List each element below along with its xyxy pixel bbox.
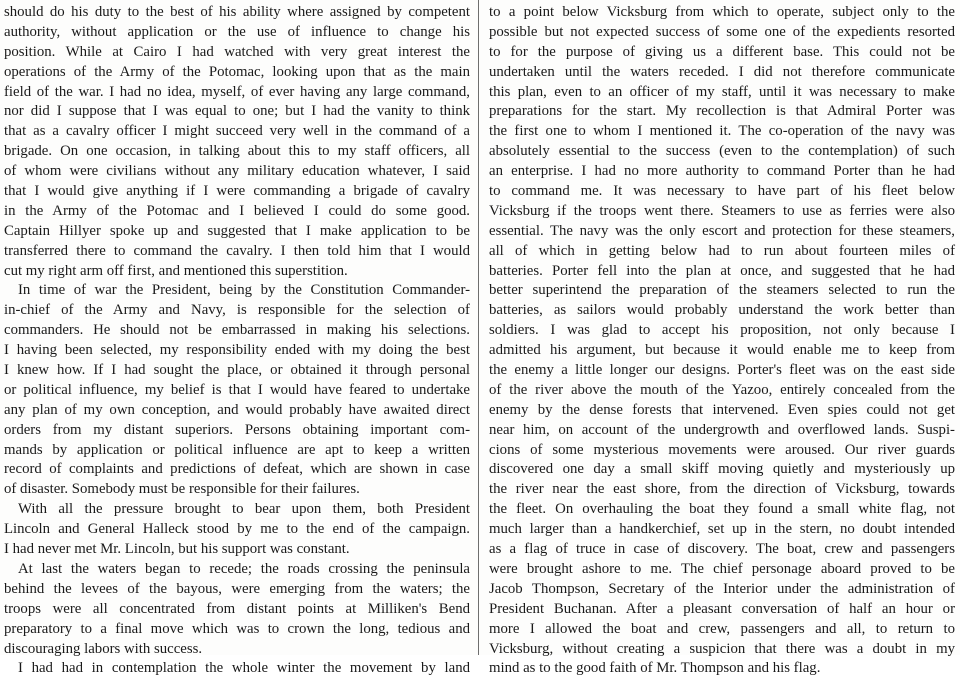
text-line: President Buchanan. After a pleasant conversation of half an hour or bbox=[489, 600, 955, 617]
text-line: orders from my distant superiors. Persons obtaining important com- bbox=[4, 421, 470, 438]
text-line: I knew how. If I had sought the place, or obtained it through personal bbox=[4, 362, 470, 379]
text-line: At last the waters began to recede; the roads crossing the peninsula bbox=[18, 560, 470, 577]
text-line: as a flag of truce in case of discovery. The boat, crew and passengers bbox=[489, 541, 955, 558]
text-line: much larger than a handkerchief, set up in the stern, no doubt intended bbox=[489, 521, 955, 538]
text-line: Vicksburg, without creating a suspicion that there was a doubt in my bbox=[489, 640, 955, 657]
text-line: Lincoln and General Halleck stood by me to the end of the campaign. bbox=[4, 521, 470, 538]
text-line: that I would give anything if I were commanding a brigade of cavalry bbox=[4, 183, 470, 200]
text-line: to for the purpose of giving us a different base. This could not be bbox=[489, 43, 955, 60]
text-line: With all the pressure brought to bear upon them, both President bbox=[18, 501, 470, 518]
text-line: operations of the Army of the Potomac, looking upon that as the main bbox=[4, 63, 470, 80]
text-line: of disaster. Somebody must be responsible for their failures. bbox=[4, 481, 360, 498]
text-line: cut my right arm off first, and mentioned this superstition. bbox=[4, 262, 348, 279]
text-line: admitted his argument, but because it would enable me to keep from bbox=[489, 342, 955, 359]
text-line: absolutely essential to the success (even to the contemplation) of such bbox=[489, 143, 955, 160]
text-line: of whom were civilians without any military education whatever, I said bbox=[4, 163, 470, 180]
text-line: better superintend the preparation of the steamers selected to run the bbox=[489, 282, 955, 299]
column-divider bbox=[478, 0, 479, 655]
text-line: preparations for the start. My recollection is that Admiral Porter was bbox=[489, 103, 955, 120]
text-line: I having been selected, my responsibility ended with my doing the best bbox=[4, 342, 470, 359]
text-line: I had had in contemplation the whole winter the movement by land bbox=[18, 660, 470, 677]
text-line: brigade. On one occasion, in talking about this to my staff officers, all bbox=[4, 143, 470, 160]
text-line: or political influence, my belief is that I would have feared to undertake bbox=[4, 381, 470, 398]
text-line: cions of some mysterious movements were aroused. Our river guards bbox=[489, 441, 955, 458]
text-line: of the river above the mouth of the Yazoo, entirely concealed from the bbox=[489, 381, 955, 398]
text-line: record of complaints and predictions of defeat, which are shown in case bbox=[4, 461, 470, 478]
text-line: authority, without application or the use of influence to change his bbox=[4, 23, 470, 40]
text-line: field of the war. I had no idea, myself, of ever having any large command, bbox=[4, 83, 470, 100]
text-line: the first one to whom I mentioned it. The co-operation of the navy was bbox=[489, 123, 955, 140]
text-line: the fleet. On overhauling the boat they found a small white flag, not bbox=[489, 501, 955, 518]
right-text-column bbox=[489, 3, 955, 679]
text-line: batteries. Porter fell into the plan at once, and suggested that he had bbox=[489, 262, 955, 279]
text-line: should do his duty to the best of his ability where assigned by competent bbox=[4, 4, 470, 20]
text-line: troops were all concentrated from distant points at Milliken's Bend bbox=[4, 600, 470, 617]
text-line: discovered one day a small skiff moving quietly and mysteriously up bbox=[489, 461, 955, 478]
text-line: any plan of my own conception, and would probably have awaited direct bbox=[4, 401, 470, 418]
text-line: I had never met Mr. Lincoln, but his support was constant. bbox=[4, 541, 350, 558]
text-line: possible but not expected success of some one of the expedients resorted bbox=[489, 23, 955, 40]
text-line: essential. The navy was the only escort and protection for these steamers, bbox=[489, 222, 955, 239]
text-line: more I allowed the boat and crew, passengers and all, to return to bbox=[489, 620, 955, 637]
left-text-column bbox=[4, 3, 470, 679]
text-line: the river near the east shore, from the direction of Vicksburg, towards bbox=[489, 481, 955, 498]
text-line: In time of war the President, being by the Constitution Commander- bbox=[18, 282, 470, 299]
text-line: preparatory to a final move which was to crown the long, tedious and bbox=[4, 620, 470, 637]
text-line: position. While at Cairo I had watched with very great interest the bbox=[4, 43, 470, 60]
text-line: Captain Hillyer spoke up and suggested that I make application to be bbox=[4, 222, 470, 239]
text-line: all of which in getting below had to run about fourteen miles of bbox=[489, 242, 955, 259]
text-line: in-chief of the Army and Navy, is responsible for the selection of bbox=[4, 302, 470, 319]
text-line: discouraging labors with success. bbox=[4, 640, 203, 657]
text-line: batteries, as sailors would probably understand the work better than bbox=[489, 302, 955, 319]
text-line: commanders. He should not be embarrassed in making his selections. bbox=[4, 322, 470, 339]
text-line: an enterprise. I had no more authority to command Porter than he had bbox=[489, 163, 955, 180]
text-line: behind the levees of the bayous, were emerging from the waters; the bbox=[4, 580, 470, 597]
text-line: to a point below Vicksburg from which to operate, subject only to the bbox=[489, 4, 955, 20]
text-line: the enemy a little longer our designs. Porter's fleet was on the east side bbox=[489, 362, 955, 379]
text-line: transferred there to command the cavalry. I then told him that I would bbox=[4, 242, 470, 259]
text-line: mind as to the good faith of Mr. Thompson and his flag. bbox=[489, 660, 821, 677]
text-line: nor did I suppose that I was equal to one; but I had the vanity to think bbox=[4, 103, 470, 120]
text-line: to command me. It was necessary to have part of his fleet below bbox=[489, 183, 955, 200]
text-line: mands by application or political influence are apt to keep a written bbox=[4, 441, 470, 458]
text-line: Vicksburg if the troops went there. Steamers to use as ferries were also bbox=[489, 202, 955, 219]
text-line: soldiers. I was glad to accept his proposition, not only because I bbox=[489, 322, 955, 339]
text-line: Jacob Thompson, Secretary of the Interior under the administration of bbox=[489, 580, 955, 597]
text-line: near him, on account of the undergrowth and overflowed lands. Suspi- bbox=[489, 421, 955, 438]
text-line: undertaken until the waters receded. I did not therefore communicate bbox=[489, 63, 955, 80]
text-line: enemy by the dense forests that intervened. Even spies could not get bbox=[489, 401, 955, 418]
text-line: that as a cavalry officer I might succeed very well in the command of a bbox=[4, 123, 470, 140]
text-line: were brought ashore to me. The chief personage aboard proved to be bbox=[489, 560, 955, 577]
text-line: in the Army of the Potomac and I believed I could do some good. bbox=[4, 202, 470, 219]
text-line: this plan, even to an officer of my staff, until it was necessary to make bbox=[489, 83, 955, 100]
